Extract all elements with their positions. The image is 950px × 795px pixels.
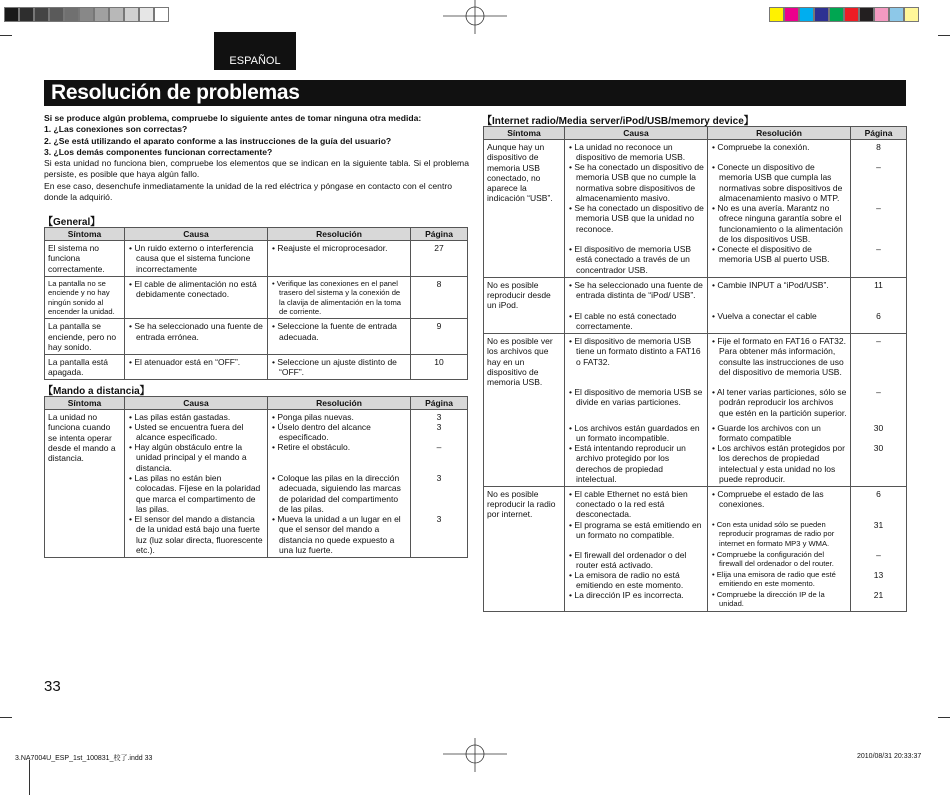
page-value: 3	[436, 412, 442, 423]
color-swatch	[109, 7, 124, 22]
solution-cell	[268, 355, 411, 380]
col-cause: Causa	[565, 127, 708, 140]
intro-question-1: 1. ¿Las conexiones son correctas?	[44, 124, 188, 135]
color-swatch	[814, 7, 829, 22]
page-value: 8	[876, 142, 881, 153]
footer-timestamp: 2010/08/31 20:33:37	[857, 753, 922, 760]
color-swatch	[124, 7, 139, 22]
solution-item: • Úselo dentro del alcance especificado.	[271, 422, 407, 442]
gray-registration-bar	[4, 7, 169, 22]
cause-cell	[565, 334, 708, 487]
color-swatch	[769, 7, 784, 22]
solution-cell	[708, 277, 851, 333]
solution-item: • Conecte un dispositivo de memoria USB que cumpla las normativas sobre dispositivos de almacenamiento masivo o MTP.	[711, 162, 847, 203]
cause-item: • Se ha conectado un dispositivo de memoria USB que no cumple la normativa sobre dispositivos de almacenamiento masivo.	[568, 162, 704, 203]
symptom-cell: El sistema no funciona correctamente.	[45, 241, 125, 277]
cause-cell	[565, 487, 708, 612]
solution-cell	[708, 140, 851, 278]
cause-item: • La dirección IP es incorrecta.	[568, 590, 704, 600]
col-solution: Resolución	[268, 397, 411, 410]
cause-item: • El cable Ethernet no está bien conectado o la red está desconectada.	[568, 489, 704, 520]
cause-item: • El firewall del ordenador o del router está activado.	[568, 550, 704, 570]
solution-cell	[268, 241, 411, 277]
cause-item: • Un ruido externo o interferencia causa que el sistema funcione incorrectamente	[128, 243, 264, 274]
intro-paragraph-1: Si esta unidad no funciona bien, compruebe los elementos que se indican en la siguiente tabla. Si el problema persiste, es posible que haya algún fallo.	[44, 158, 469, 180]
cause-item: • La unidad no reconoce un dispositivo de memoria USB.	[568, 142, 704, 162]
color-swatch	[829, 7, 844, 22]
table-header-row	[484, 127, 907, 140]
solution-item: • Seleccione la fuente de entrada adecuada.	[271, 321, 407, 341]
crop-mark	[938, 717, 950, 718]
solution-item: • Vuelva a conectar el cable	[711, 311, 847, 321]
symptom-cell: No es posible reproducir desde un iPod.	[484, 277, 565, 333]
page-value: 6	[876, 310, 881, 321]
solution-cell	[708, 487, 851, 612]
solution-cell	[268, 276, 411, 319]
intro-question-2: 2. ¿Se está utilizando el aparato conforme a las instrucciones de la guía del usuario?	[44, 135, 392, 146]
col-page: Página	[411, 397, 468, 410]
color-swatch	[904, 7, 919, 22]
solution-item: • Reajuste el microprocesador.	[271, 243, 407, 253]
color-swatch	[844, 7, 859, 22]
cause-item: • Se ha seleccionado una fuente de entrada errónea.	[128, 321, 264, 341]
color-swatch	[874, 7, 889, 22]
crop-mark	[0, 717, 12, 718]
page-value: –	[876, 244, 881, 255]
cause-item: • El dispositivo de memoria USB está conectado a través de un concentrador USB.	[568, 244, 704, 275]
solution-item: • Compruebe la conexión.	[711, 142, 847, 162]
solution-item: • Seleccione un ajuste distinto de “OFF”.	[271, 357, 407, 377]
remote-table	[44, 396, 468, 558]
cause-item: • El cable de alimentación no está debidamente conectado.	[128, 279, 264, 299]
cause-item: • Las pilas no están bien colocadas. Fíjese en la polaridad que marca el compartimento de las pilas.	[128, 473, 264, 514]
cause-cell	[565, 277, 708, 333]
color-swatch	[889, 7, 904, 22]
solution-item: • Los archivos están protegidos por los derechos de propiedad intelectual y esta unidad no los puede reproducir.	[711, 443, 847, 484]
table-row	[484, 277, 907, 333]
cause-item: • Usted se encuentra fuera del alcance especificado.	[128, 422, 264, 442]
solution-cell	[268, 319, 411, 355]
solution-item: • Retire el obstáculo.	[271, 442, 407, 473]
color-swatch	[49, 7, 64, 22]
general-table	[44, 227, 468, 380]
table-row	[484, 487, 907, 612]
intro-lead: Si se produce algún problema, compruebe lo siguiente antes de tomar ninguna otra medida:	[44, 113, 422, 123]
page-cell	[411, 410, 468, 558]
page-value: 13	[873, 570, 884, 581]
cause-item: • Se ha seleccionado una fuente de entrada distinta de “iPod/ USB”.	[568, 280, 704, 311]
cause-item: • Los archivos están guardados en un formato incompatible.	[568, 423, 704, 443]
cause-cell	[125, 319, 268, 355]
table-header-row	[45, 228, 468, 241]
page-value: 30	[873, 443, 884, 454]
intro-paragraph-2: En ese caso, desenchufe inmediatamente la unidad de la red eléctrica y póngase en contacto con el centro donde la adquirió.	[44, 180, 452, 203]
solution-item: • Al tener varias particiones, sólo se podrán reproducir los archivos que estén en la partición superior.	[711, 387, 847, 423]
color-swatch	[64, 7, 79, 22]
symptom-cell: La pantalla está apagada.	[45, 355, 125, 380]
page-cell: 8	[411, 276, 468, 319]
crop-mark	[0, 35, 12, 36]
registration-target-bottom	[443, 738, 507, 772]
solution-item: • Mueva la unidad a un lugar en el que el sensor del mando a distancia no quede expuesto a una luz fuerte.	[271, 514, 407, 555]
col-solution: Resolución	[708, 127, 851, 140]
table-row	[45, 410, 468, 558]
page-value: 30	[873, 423, 884, 434]
solution-item: • Con esta unidad sólo se pueden reproducir programas de radio por internet en formato MP3 y WMA.	[711, 520, 847, 550]
solution-item: • Conecte el dispositivo de memoria USB al puerto USB.	[711, 244, 847, 264]
table-row	[45, 241, 468, 277]
page-value: 31	[873, 520, 884, 531]
page-cell	[851, 140, 907, 278]
table-row	[45, 355, 468, 380]
symptom-cell: La pantalla no se enciende y no hay ningún sonido al encender la unidad.	[45, 276, 125, 319]
color-swatch	[79, 7, 94, 22]
page-cell	[851, 334, 907, 487]
page-value: –	[876, 203, 881, 214]
page-value: –	[876, 550, 881, 561]
language-tab: ESPAÑOL	[214, 32, 296, 70]
symptom-cell: La unidad no funciona cuando se intenta operar desde el mando a distancia.	[45, 410, 125, 558]
solution-item: • Compruebe la dirección IP de la unidad.	[711, 590, 847, 609]
col-solution: Resolución	[268, 228, 411, 241]
color-swatch	[154, 7, 169, 22]
solution-cell	[708, 334, 851, 487]
col-symptom: Síntoma	[45, 228, 125, 241]
cause-item: • El dispositivo de memoria USB tiene un formato distinto a FAT16 o FAT32.	[568, 336, 704, 387]
col-symptom: Síntoma	[45, 397, 125, 410]
col-page: Página	[851, 127, 907, 140]
color-swatch	[94, 7, 109, 22]
table-row	[45, 319, 468, 355]
color-swatch	[784, 7, 799, 22]
cause-item: • Las pilas están gastadas.	[128, 412, 264, 422]
cause-item: • El atenuador está en “OFF”.	[128, 357, 264, 367]
solution-item: • Compruebe la configuración del firewall del ordenador o del router.	[711, 550, 847, 570]
cause-item: • Hay algún obstáculo entre la unidad principal y el mando a distancia.	[128, 442, 264, 473]
table-row	[45, 276, 468, 319]
color-swatch	[799, 7, 814, 22]
cause-item: • Se ha conectado un dispositivo de memoria USB que la unidad no reconoce.	[568, 203, 704, 244]
table-row	[484, 140, 907, 278]
cause-item: • La emisora de radio no está emitiendo en este momento.	[568, 570, 704, 590]
page-cell: 27	[411, 241, 468, 277]
col-cause: Causa	[125, 228, 268, 241]
cause-item: • El cable no está conectado correctamente.	[568, 311, 704, 331]
cause-cell	[125, 410, 268, 558]
table-row	[484, 334, 907, 487]
page-value: 3	[436, 514, 442, 525]
solution-item: • Fije el formato en FAT16 o FAT32. Para obtener más información, consulte las instrucciones de uso del dispositivo de memoria USB.	[711, 336, 847, 387]
col-cause: Causa	[125, 397, 268, 410]
page-value: –	[436, 442, 442, 453]
page-value: 3	[436, 422, 442, 433]
color-swatch	[139, 7, 154, 22]
solution-item: • Compruebe el estado de las conexiones.	[711, 489, 847, 520]
symptom-cell: Aunque hay un dispositivo de memoria USB conectado, no aparece la indicación “USB”.	[484, 140, 565, 278]
symptom-cell: No es posible ver los archivos que hay en un dispositivo de memoria USB.	[484, 334, 565, 487]
page-cell	[851, 277, 907, 333]
col-page: Página	[411, 228, 468, 241]
color-swatch	[4, 7, 19, 22]
page-value: 11	[874, 279, 883, 290]
cause-cell	[125, 241, 268, 277]
cause-item: • El programa se está emitiendo en un formato no compatible.	[568, 520, 704, 550]
page-value: 21	[873, 590, 884, 601]
color-swatch	[19, 7, 34, 22]
page-cell: 9	[411, 319, 468, 355]
page-value: 3	[436, 473, 442, 484]
page-cell: 10	[411, 355, 468, 380]
cause-cell	[565, 140, 708, 278]
crop-mark	[29, 760, 30, 795]
color-swatch	[859, 7, 874, 22]
crop-mark	[938, 35, 950, 36]
cause-item: • El sensor del mando a distancia de la unidad está bajo una fuerte luz (luz solar directa, fluorescente etc.).	[128, 514, 264, 555]
page-value: –	[876, 162, 881, 173]
section-heading-general: 【General】	[43, 217, 101, 228]
cause-item: • El dispositivo de memoria USB se divide en varias particiones.	[568, 387, 704, 423]
footer-filename: 3.NA7004U_ESP_1st_100831_校了.indd 33	[15, 755, 153, 762]
color-swatch	[34, 7, 49, 22]
page-value: –	[876, 336, 881, 347]
color-registration-bar	[769, 7, 919, 22]
registration-target-top	[443, 0, 507, 34]
solution-item: • Guarde los archivos con un formato compatible	[711, 423, 847, 443]
solution-item: • Coloque las pilas en la dirección adecuada, siguiendo las marcas de polaridad del compartimento de las pilas.	[271, 473, 407, 514]
solution-cell	[268, 410, 411, 558]
solution-item: • Elija una emisora de radio que esté emitiendo en este momento.	[711, 570, 847, 590]
cause-cell	[125, 355, 268, 380]
solution-item: • Cambie INPUT a “iPod/USB”.	[711, 280, 847, 311]
cause-cell	[125, 276, 268, 319]
page-number: 33	[44, 678, 61, 695]
solution-item: • No es una avería. Marantz no ofrece ninguna garantía sobre el funcionamiento o la alimentación de los dispositivos USB.	[711, 203, 847, 244]
symptom-cell: No es posible reproducir la radio por internet.	[484, 487, 565, 612]
page-title: Resolución de problemas	[44, 80, 906, 106]
table-header-row	[45, 397, 468, 410]
section-heading-remote: 【Mando a distancia】	[43, 386, 150, 397]
symptom-cell: La pantalla se enciende, pero no hay sonido.	[45, 319, 125, 355]
col-symptom: Síntoma	[484, 127, 565, 140]
solution-item: • Verifique las conexiones en el panel trasero del sistema y la conexión de la clavija de alimentación en la toma de corriente.	[271, 279, 407, 317]
intro-question-3: 3. ¿Los demás componentes funcionan correctamente?	[44, 146, 273, 157]
page-value: –	[876, 387, 881, 398]
section-heading-internet: 【Internet radio/Media server/iPod/USB/memory device】	[482, 116, 754, 127]
intro-text	[44, 113, 469, 203]
page-cell	[851, 487, 907, 612]
cause-item: • Está intentando reproducir un archivo protegido por los derechos de propiedad intelectual.	[568, 443, 704, 484]
internet-table	[483, 126, 907, 612]
page-value: 6	[876, 489, 881, 500]
solution-item: • Ponga pilas nuevas.	[271, 412, 407, 422]
